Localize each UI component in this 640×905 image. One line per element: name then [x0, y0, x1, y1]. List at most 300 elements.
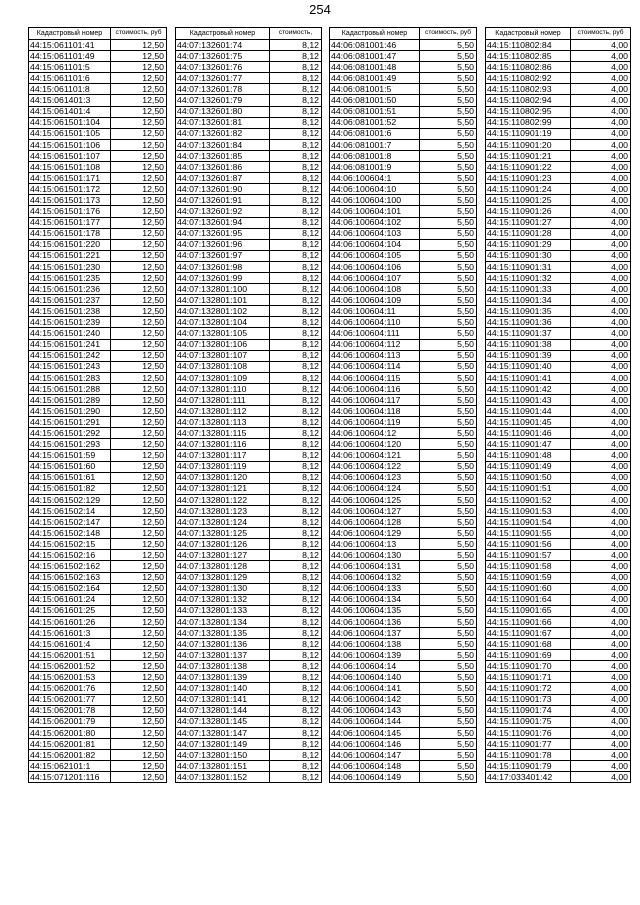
cadastral-number-cell: 44:06:100604:12 [330, 428, 420, 439]
table-row [176, 483, 322, 494]
cost-cell: 4,00 [571, 528, 631, 539]
table-row [176, 339, 322, 350]
cost-cell: 5,50 [420, 128, 477, 139]
cost-cell: 5,50 [420, 450, 477, 461]
cadastral-number-cell: 44:15:110901:35 [486, 306, 571, 317]
cost-cell: 4,00 [571, 361, 631, 372]
cost-cell: 12,50 [111, 295, 167, 306]
table-row [176, 539, 322, 550]
cost-cell: 8,12 [270, 350, 322, 361]
cost-cell: 12,50 [111, 750, 167, 761]
cadastral-number-cell: 44:06:100604:120 [330, 439, 420, 450]
cadastral-number-cell: 44:07:132801:141 [176, 694, 270, 705]
cadastral-number-cell: 44:15:110901:41 [486, 372, 571, 383]
cadastral-number-cell: 44:06:100604:131 [330, 561, 420, 572]
table-row [330, 428, 477, 439]
cadastral-number-cell: 44:06:081001:50 [330, 95, 420, 106]
table-row [29, 750, 167, 761]
table-row [176, 450, 322, 461]
cost-cell: 4,00 [571, 417, 631, 428]
table-row [29, 683, 167, 694]
table-row [330, 184, 477, 195]
cost-cell: 4,00 [571, 705, 631, 716]
cost-cell: 5,50 [420, 272, 477, 283]
cadastral-number-cell: 44:06:081001:51 [330, 106, 420, 117]
table-row [176, 616, 322, 627]
table-row [486, 572, 631, 583]
table-row [330, 117, 477, 128]
cost-cell: 5,50 [420, 505, 477, 516]
cost-cell: 8,12 [270, 106, 322, 117]
cost-cell: 4,00 [571, 616, 631, 627]
table-row [29, 417, 167, 428]
table-row [486, 250, 631, 261]
cadastral-number-cell: 44:07:132601:86 [176, 162, 270, 173]
cost-cell: 5,50 [420, 406, 477, 417]
table-row [486, 395, 631, 406]
cost-cell: 12,50 [111, 361, 167, 372]
header-cadastral-number: Кадастровый номер [486, 28, 571, 40]
cadastral-number-cell: 44:15:110901:37 [486, 328, 571, 339]
table-row [330, 616, 477, 627]
cost-cell: 5,50 [420, 738, 477, 749]
table-header-row [486, 28, 631, 40]
table-row [330, 550, 477, 561]
table-row [330, 84, 477, 95]
cadastral-number-cell: 44:15:110901:64 [486, 594, 571, 605]
cadastral-number-cell: 44:15:110901:38 [486, 339, 571, 350]
cadastral-number-cell: 44:15:061401:4 [29, 106, 111, 117]
table-row [29, 261, 167, 272]
cadastral-number-cell: 44:15:110901:56 [486, 539, 571, 550]
cadastral-number-cell: 44:15:110901:48 [486, 450, 571, 461]
cost-cell: 12,50 [111, 417, 167, 428]
cadastral-number-cell: 44:07:132601:97 [176, 250, 270, 261]
table-row [29, 139, 167, 150]
cost-cell: 8,12 [270, 428, 322, 439]
cost-cell: 8,12 [270, 84, 322, 95]
cost-cell: 4,00 [571, 627, 631, 638]
cost-cell: 8,12 [270, 494, 322, 505]
table-row [330, 406, 477, 417]
cadastral-number-cell: 44:15:110901:77 [486, 738, 571, 749]
cost-cell: 8,12 [270, 62, 322, 73]
table-row [176, 62, 322, 73]
cost-cell: 8,12 [270, 727, 322, 738]
cadastral-number-cell: 44:06:100604:103 [330, 228, 420, 239]
cost-cell: 12,50 [111, 73, 167, 84]
cadastral-number-cell: 44:07:132801:151 [176, 761, 270, 772]
cost-cell: 8,12 [270, 317, 322, 328]
cadastral-number-cell: 44:15:110901:58 [486, 561, 571, 572]
cadastral-number-cell: 44:15:110802:99 [486, 117, 571, 128]
cost-cell: 4,00 [571, 40, 631, 51]
cadastral-number-cell: 44:15:062001:81 [29, 738, 111, 749]
cost-cell: 12,50 [111, 383, 167, 394]
cadastral-number-cell: 44:15:062001:53 [29, 672, 111, 683]
cost-cell: 12,50 [111, 505, 167, 516]
cadastral-number-cell: 44:15:110901:20 [486, 139, 571, 150]
cost-cell: 4,00 [571, 750, 631, 761]
cost-cell: 12,50 [111, 40, 167, 51]
cadastral-number-cell: 44:06:100604:10 [330, 184, 420, 195]
cadastral-number-cell: 44:07:132801:124 [176, 517, 270, 528]
cost-cell: 8,12 [270, 761, 322, 772]
cost-cell: 5,50 [420, 261, 477, 272]
table-row [176, 517, 322, 528]
table-row [176, 206, 322, 217]
cadastral-number-cell: 44:07:132801:144 [176, 705, 270, 716]
cost-cell: 12,50 [111, 461, 167, 472]
cost-cell: 4,00 [571, 162, 631, 173]
cadastral-number-cell: 44:15:110901:68 [486, 639, 571, 650]
table-row [29, 705, 167, 716]
cadastral-number-cell: 44:15:110901:39 [486, 350, 571, 361]
cost-cell: 12,50 [111, 561, 167, 572]
cost-cell: 5,50 [420, 84, 477, 95]
cadastral-number-cell: 44:15:110901:49 [486, 461, 571, 472]
cadastral-number-cell: 44:15:110901:75 [486, 716, 571, 727]
cadastral-number-cell: 44:07:132801:138 [176, 661, 270, 672]
cost-cell: 4,00 [571, 306, 631, 317]
cadastral-number-cell: 44:07:132801:152 [176, 772, 270, 783]
cadastral-number-cell: 44:15:061401:3 [29, 95, 111, 106]
cost-cell: 8,12 [270, 750, 322, 761]
cadastral-number-cell: 44:15:110802:95 [486, 106, 571, 117]
cost-cell: 12,50 [111, 173, 167, 184]
page-number: 254 [309, 2, 331, 17]
cost-cell: 5,50 [420, 372, 477, 383]
cost-cell: 5,50 [420, 173, 477, 184]
cost-cell: 4,00 [571, 727, 631, 738]
cadastral-number-cell: 44:07:132801:107 [176, 350, 270, 361]
cost-cell: 8,12 [270, 284, 322, 295]
table-row [29, 661, 167, 672]
cadastral-number-cell: 44:07:132801:123 [176, 505, 270, 516]
cadastral-number-cell: 44:15:110901:44 [486, 406, 571, 417]
cadastral-number-cell: 44:15:110802:92 [486, 73, 571, 84]
cadastral-number-cell: 44:07:132601:90 [176, 184, 270, 195]
cost-cell: 5,50 [420, 550, 477, 561]
cadastral-number-cell: 44:07:132801:130 [176, 583, 270, 594]
cadastral-number-cell: 44:06:100604:114 [330, 361, 420, 372]
cost-cell: 12,50 [111, 95, 167, 106]
table-row [330, 339, 477, 350]
cost-cell: 5,50 [420, 217, 477, 228]
table-row [330, 727, 477, 738]
table-row [330, 361, 477, 372]
cadastral-number-cell: 44:15:061501:82 [29, 483, 111, 494]
table-row [29, 572, 167, 583]
cadastral-number-cell: 44:06:100604:141 [330, 683, 420, 694]
cost-cell: 5,50 [420, 439, 477, 450]
cadastral-number-cell: 44:17:033401:42 [486, 772, 571, 783]
cadastral-number-cell: 44:15:110901:74 [486, 705, 571, 716]
table-header-row [176, 28, 322, 40]
table-row [29, 195, 167, 206]
cost-cell: 8,12 [270, 250, 322, 261]
cadastral-number-cell: 44:15:110901:34 [486, 295, 571, 306]
cost-cell: 12,50 [111, 51, 167, 62]
table-row [176, 561, 322, 572]
cost-cell: 12,50 [111, 528, 167, 539]
cadastral-number-cell: 44:07:132801:117 [176, 450, 270, 461]
cadastral-number-cell: 44:06:100604:123 [330, 472, 420, 483]
cadastral-number-cell: 44:06:100604:113 [330, 350, 420, 361]
cadastral-number-cell: 44:06:100604:110 [330, 317, 420, 328]
table-row [330, 73, 477, 84]
cost-cell: 12,50 [111, 184, 167, 195]
table-row [29, 727, 167, 738]
cadastral-number-cell: 44:15:061501:177 [29, 217, 111, 228]
table-row [330, 95, 477, 106]
cadastral-number-cell: 44:15:110802:94 [486, 95, 571, 106]
cost-cell: 4,00 [571, 250, 631, 261]
cost-cell: 12,50 [111, 539, 167, 550]
table-row [176, 528, 322, 539]
table-row [330, 450, 477, 461]
cost-cell: 4,00 [571, 317, 631, 328]
cost-cell: 5,50 [420, 750, 477, 761]
cadastral-number-cell: 44:07:132801:121 [176, 483, 270, 494]
cadastral-number-cell: 44:06:100604:136 [330, 616, 420, 627]
cadastral-number-cell: 44:07:132601:84 [176, 139, 270, 150]
cadastral-number-cell: 44:07:132801:133 [176, 605, 270, 616]
cost-cell: 12,50 [111, 572, 167, 583]
table-row [29, 184, 167, 195]
table-row [330, 250, 477, 261]
cadastral-number-cell: 44:15:062001:82 [29, 750, 111, 761]
cadastral-number-cell: 44:06:100604:111 [330, 328, 420, 339]
table-row [330, 317, 477, 328]
cost-cell: 8,12 [270, 173, 322, 184]
cost-cell: 5,50 [420, 239, 477, 250]
cost-cell: 5,50 [420, 627, 477, 638]
cost-cell: 12,50 [111, 472, 167, 483]
cost-cell: 4,00 [571, 350, 631, 361]
table-row [29, 106, 167, 117]
table-row [486, 217, 631, 228]
table-row [486, 661, 631, 672]
cost-cell: 12,50 [111, 395, 167, 406]
cost-cell: 12,50 [111, 317, 167, 328]
cost-cell: 12,50 [111, 727, 167, 738]
cost-cell: 4,00 [571, 494, 631, 505]
cost-cell: 5,50 [420, 494, 477, 505]
table-row [330, 738, 477, 749]
cadastral-number-cell: 44:15:061501:236 [29, 284, 111, 295]
cost-cell: 4,00 [571, 184, 631, 195]
cadastral-number-cell: 44:06:100604:148 [330, 761, 420, 772]
table-row [486, 150, 631, 161]
table-row [486, 84, 631, 95]
table-row [486, 306, 631, 317]
cost-cell: 8,12 [270, 406, 322, 417]
cost-cell: 12,50 [111, 650, 167, 661]
table-row [29, 605, 167, 616]
cost-cell: 12,50 [111, 117, 167, 128]
table-row [176, 150, 322, 161]
table-row [29, 295, 167, 306]
cadastral-number-cell: 44:15:110901:27 [486, 217, 571, 228]
cadastral-number-cell: 44:07:132801:145 [176, 716, 270, 727]
cost-cell: 4,00 [571, 683, 631, 694]
cost-cell: 4,00 [571, 605, 631, 616]
table-row [176, 428, 322, 439]
cost-cell: 12,50 [111, 150, 167, 161]
cost-cell: 12,50 [111, 284, 167, 295]
table-row [486, 372, 631, 383]
cost-cell: 5,50 [420, 162, 477, 173]
cost-cell: 8,12 [270, 583, 322, 594]
cadastral-number-cell: 44:15:061501:173 [29, 195, 111, 206]
cost-cell: 5,50 [420, 694, 477, 705]
cost-cell: 4,00 [571, 461, 631, 472]
table-row [486, 439, 631, 450]
cadastral-number-cell: 44:07:132801:128 [176, 561, 270, 572]
cadastral-number-cell: 44:15:110901:47 [486, 439, 571, 450]
cadastral-number-cell: 44:07:132601:78 [176, 84, 270, 95]
cost-cell: 12,50 [111, 583, 167, 594]
cadastral-number-cell: 44:15:110901:71 [486, 672, 571, 683]
cost-cell: 8,12 [270, 395, 322, 406]
cost-cell: 5,50 [420, 284, 477, 295]
cadastral-number-cell: 44:06:100604:115 [330, 372, 420, 383]
cost-cell: 8,12 [270, 150, 322, 161]
cost-cell: 8,12 [270, 261, 322, 272]
table-row [29, 650, 167, 661]
cost-cell: 12,50 [111, 139, 167, 150]
cadastral-number-cell: 44:06:100604:135 [330, 605, 420, 616]
table-row [176, 128, 322, 139]
table-row [330, 383, 477, 394]
cost-cell: 5,50 [420, 616, 477, 627]
table-row [486, 483, 631, 494]
cost-cell: 8,12 [270, 439, 322, 450]
table-row [29, 250, 167, 261]
table-row [176, 372, 322, 383]
cadastral-number-cell: 44:06:100604:118 [330, 406, 420, 417]
table-row [330, 328, 477, 339]
cost-cell: 12,50 [111, 605, 167, 616]
cadastral-number-cell: 44:06:100604:107 [330, 272, 420, 283]
table-row [29, 594, 167, 605]
cost-cell: 4,00 [571, 761, 631, 772]
cadastral-number-cell: 44:06:100604:104 [330, 239, 420, 250]
cadastral-number-cell: 44:06:100604:125 [330, 494, 420, 505]
cost-cell: 4,00 [571, 428, 631, 439]
cost-cell: 5,50 [420, 328, 477, 339]
table-row [486, 95, 631, 106]
table-row [486, 106, 631, 117]
cadastral-number-cell: 44:06:081001:49 [330, 73, 420, 84]
table-row [176, 95, 322, 106]
table-row [29, 772, 167, 783]
table-row [176, 239, 322, 250]
header-cadastral-number: Кадастровый номер [176, 28, 270, 40]
cost-cell: 4,00 [571, 406, 631, 417]
cost-cell: 4,00 [571, 505, 631, 516]
cadastral-number-cell: 44:15:110901:73 [486, 694, 571, 705]
table-row [176, 261, 322, 272]
table-row [330, 306, 477, 317]
table-row [330, 683, 477, 694]
cost-cell: 5,50 [420, 62, 477, 73]
cost-cell: 8,12 [270, 461, 322, 472]
table-row [330, 284, 477, 295]
cadastral-number-cell: 44:06:100604:101 [330, 206, 420, 217]
table-row [486, 350, 631, 361]
table-row [29, 716, 167, 727]
cadastral-number-cell: 44:06:081001:6 [330, 128, 420, 139]
table-row [176, 738, 322, 749]
cadastral-table-2 [175, 27, 322, 783]
table-row [176, 73, 322, 84]
cadastral-number-cell: 44:06:100604:1 [330, 173, 420, 184]
cost-cell: 12,50 [111, 550, 167, 561]
cadastral-number-cell: 44:06:100604:108 [330, 284, 420, 295]
cost-cell: 4,00 [571, 117, 631, 128]
cadastral-number-cell: 44:06:100604:139 [330, 650, 420, 661]
cost-cell: 12,50 [111, 128, 167, 139]
cadastral-number-cell: 44:15:062001:78 [29, 705, 111, 716]
cost-cell: 4,00 [571, 339, 631, 350]
table-row [176, 650, 322, 661]
cadastral-number-cell: 44:15:061501:61 [29, 472, 111, 483]
cadastral-number-cell: 44:15:062001:51 [29, 650, 111, 661]
table-row [486, 517, 631, 528]
cost-cell: 8,12 [270, 73, 322, 84]
cost-cell: 5,50 [420, 661, 477, 672]
cost-cell: 5,50 [420, 772, 477, 783]
cadastral-number-cell: 44:15:110901:46 [486, 428, 571, 439]
cadastral-number-cell: 44:07:132601:94 [176, 217, 270, 228]
table-row [29, 383, 167, 394]
table-row [29, 361, 167, 372]
cost-cell: 12,50 [111, 84, 167, 95]
cadastral-number-cell: 44:15:110901:67 [486, 627, 571, 638]
header-cost: стоимость, [270, 28, 322, 40]
cadastral-number-cell: 44:15:110901:45 [486, 417, 571, 428]
table-row [330, 627, 477, 638]
cost-cell: 4,00 [571, 594, 631, 605]
table-row [486, 450, 631, 461]
cadastral-number-cell: 44:07:132801:122 [176, 494, 270, 505]
cost-cell: 8,12 [270, 117, 322, 128]
cadastral-number-cell: 44:15:110901:66 [486, 616, 571, 627]
table-row [29, 117, 167, 128]
cost-cell: 5,50 [420, 306, 477, 317]
table-row [330, 528, 477, 539]
header-cost: стоимость, руб [111, 28, 167, 40]
cost-cell: 5,50 [420, 383, 477, 394]
table-row [486, 727, 631, 738]
cost-cell: 5,50 [420, 184, 477, 195]
cadastral-number-cell: 44:15:061502:163 [29, 572, 111, 583]
cadastral-number-cell: 44:15:062001:76 [29, 683, 111, 694]
table-row [29, 528, 167, 539]
cost-cell: 8,12 [270, 539, 322, 550]
cost-cell: 8,12 [270, 383, 322, 394]
cadastral-number-cell: 44:15:061501:240 [29, 328, 111, 339]
cadastral-number-cell: 44:15:110901:76 [486, 727, 571, 738]
cadastral-number-cell: 44:15:110901:69 [486, 650, 571, 661]
cadastral-number-cell: 44:07:132801:109 [176, 372, 270, 383]
table-row [176, 605, 322, 616]
cost-cell: 4,00 [571, 173, 631, 184]
cost-cell: 5,50 [420, 250, 477, 261]
cost-cell: 8,12 [270, 639, 322, 650]
